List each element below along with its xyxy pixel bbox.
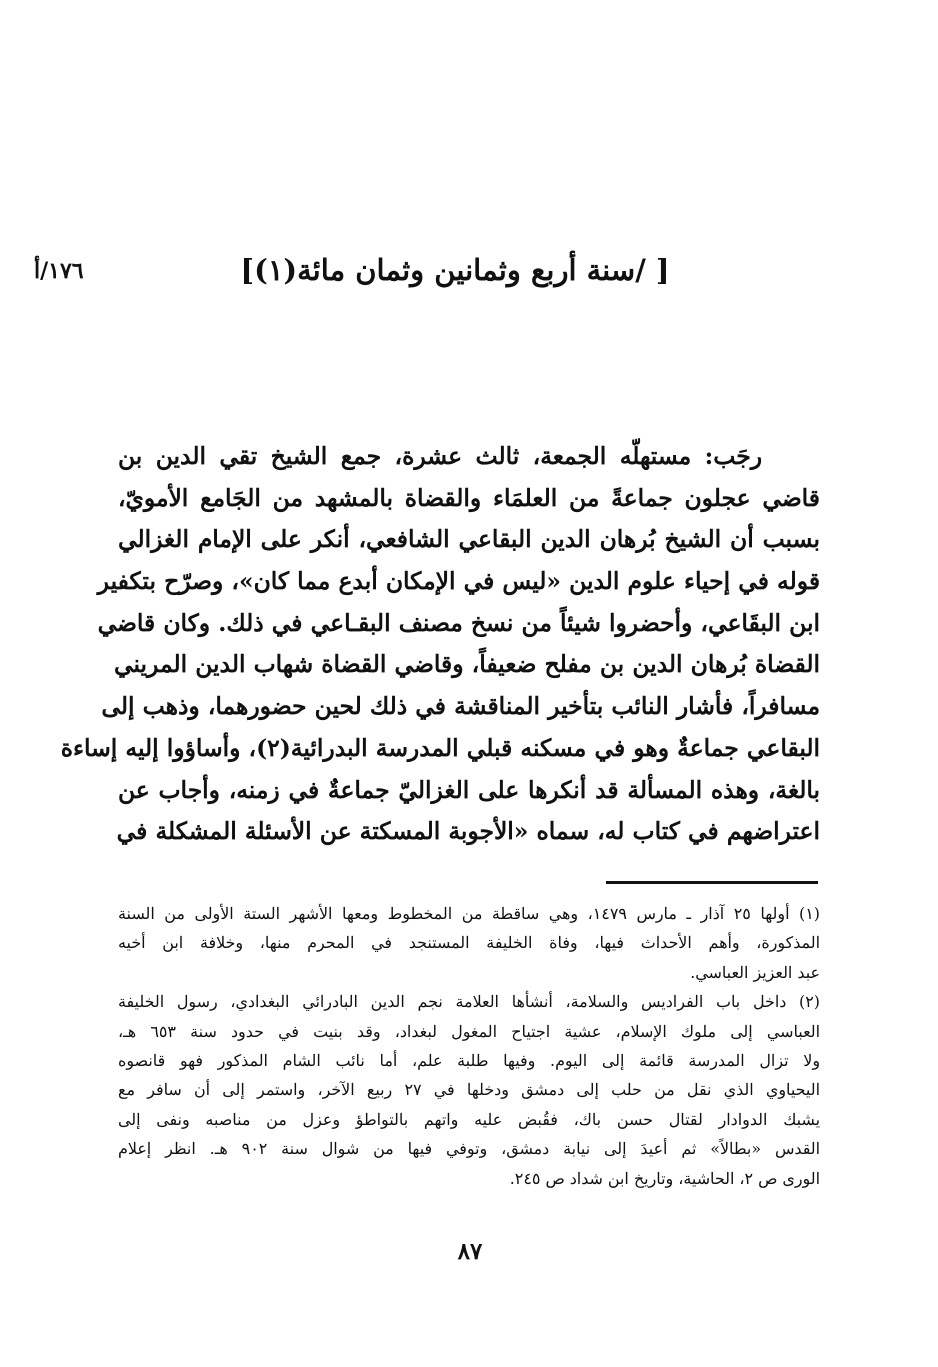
text-line: قاضي عجلون جماعةً من العلمَاء والقضاة بالمشهد من الجَامع الأمويّ، [118,483,820,512]
text-line: بسبب أن الشيخ بُرهان الدين البقاعي الشافعي، أنكر على الإمام الغزالي [118,525,820,554]
footnote-separator [606,881,818,884]
footnote-line: العباسي إلى ملوك الإسلام، عشية اجتياح المغول لبغداد، وقد بنيت في حدود سنة ٦٥٣ هـ، [118,1021,820,1041]
footnote-line: المذكورة، وأهم الأحداث فيها، وفاة الخليفة المستنجد في المحرم منها، وخلافة ابن أخيه [118,933,820,953]
page-number: ٨٧ [457,1238,483,1265]
footnote-line: يشبك الدوادار لقتال حسن باك، فقُبض عليه واتهم بالتواطؤ وعزل من مناصبه ونفى إلى [118,1109,820,1129]
main-text [60,436,820,853]
text-line: رجَب: مستهلّه الجمعة، ثالث عشرة، جمع الشيخ تقي الدين بن [118,442,762,470]
footnote-line: الورى ص ٢، الحاشية، وتاريخ ابن شداد ص ٢٤٥. [509,1168,820,1188]
footnote-line: عبد العزيز العباسي. [690,962,820,982]
text-line: القضاة بُرهان الدين بن مفلح ضعيفاً، وقاضي القضاة شهاب الدين المريني [113,650,820,679]
footnotes [118,899,820,1193]
footnote-line: ولا تزال المدرسة قائمة إلى اليوم. وفيها طلبة علم، أما نائب الشام المذكور فهو قانصوه [118,1050,820,1070]
year-heading: [ /سنة أربع وثمانين وثمان مائة(١)] [240,253,670,287]
text-line: بالغة، وهذه المسألة قد أنكرها على الغزاليّ جماعةٌ في زمنه، وأجاب عن [118,775,820,804]
text-line: مسافراً، فأشار النائب بتأخير المناقشة في ذلك لحين حضورهما، وذهب إلى [101,692,820,721]
footnote-line: (٢) داخل باب الفراديس والسلامة، أنشأها العلامة نجم الدين البادرائي البغدادي، رسول الخليفة [118,992,820,1012]
text-line: البقاعي جماعةٌ وهو في مسكنه قبلي المدرسة البدرائية(٢)، وأساؤوا إليه إساءة [60,733,820,762]
manuscript-folio-ref: ١٧٦/أ [34,258,84,284]
text-line: قوله في إحياء علوم الدين «ليس في الإمكان أبدع مما كان»، وصرّح بتكفير [97,567,820,596]
text-line: ابن البقَاعي، وأحضروا شيئاً من نسخ مصنف البقـاعي في ذلك. وكان قاضي [97,608,820,637]
text-line: اعتراضهم في كتاب له، سماه «الأجوبة المسكتة عن الأسئلة المشكلة في [116,817,820,846]
footnote-line: (١) أولها ٢٥ آذار ـ مارس ١٤٧٩، وهي ساقطة من المخطوط ومعها الأشهر الستة الأولى من السنة [118,904,820,923]
footnote-line: اليحياوي الذي نقل من حلب إلى دمشق ودخلها في ٢٧ ربيع الآخر، واستمر إلى أن سافر مع [118,1080,820,1100]
footnote-line: القدس «بطالاً» ثم أعيدَ إلى نيابة دمشق، وتوفي فيها من شوال سنة ٩٠٢ هـ. انظر إعلام [118,1139,821,1159]
